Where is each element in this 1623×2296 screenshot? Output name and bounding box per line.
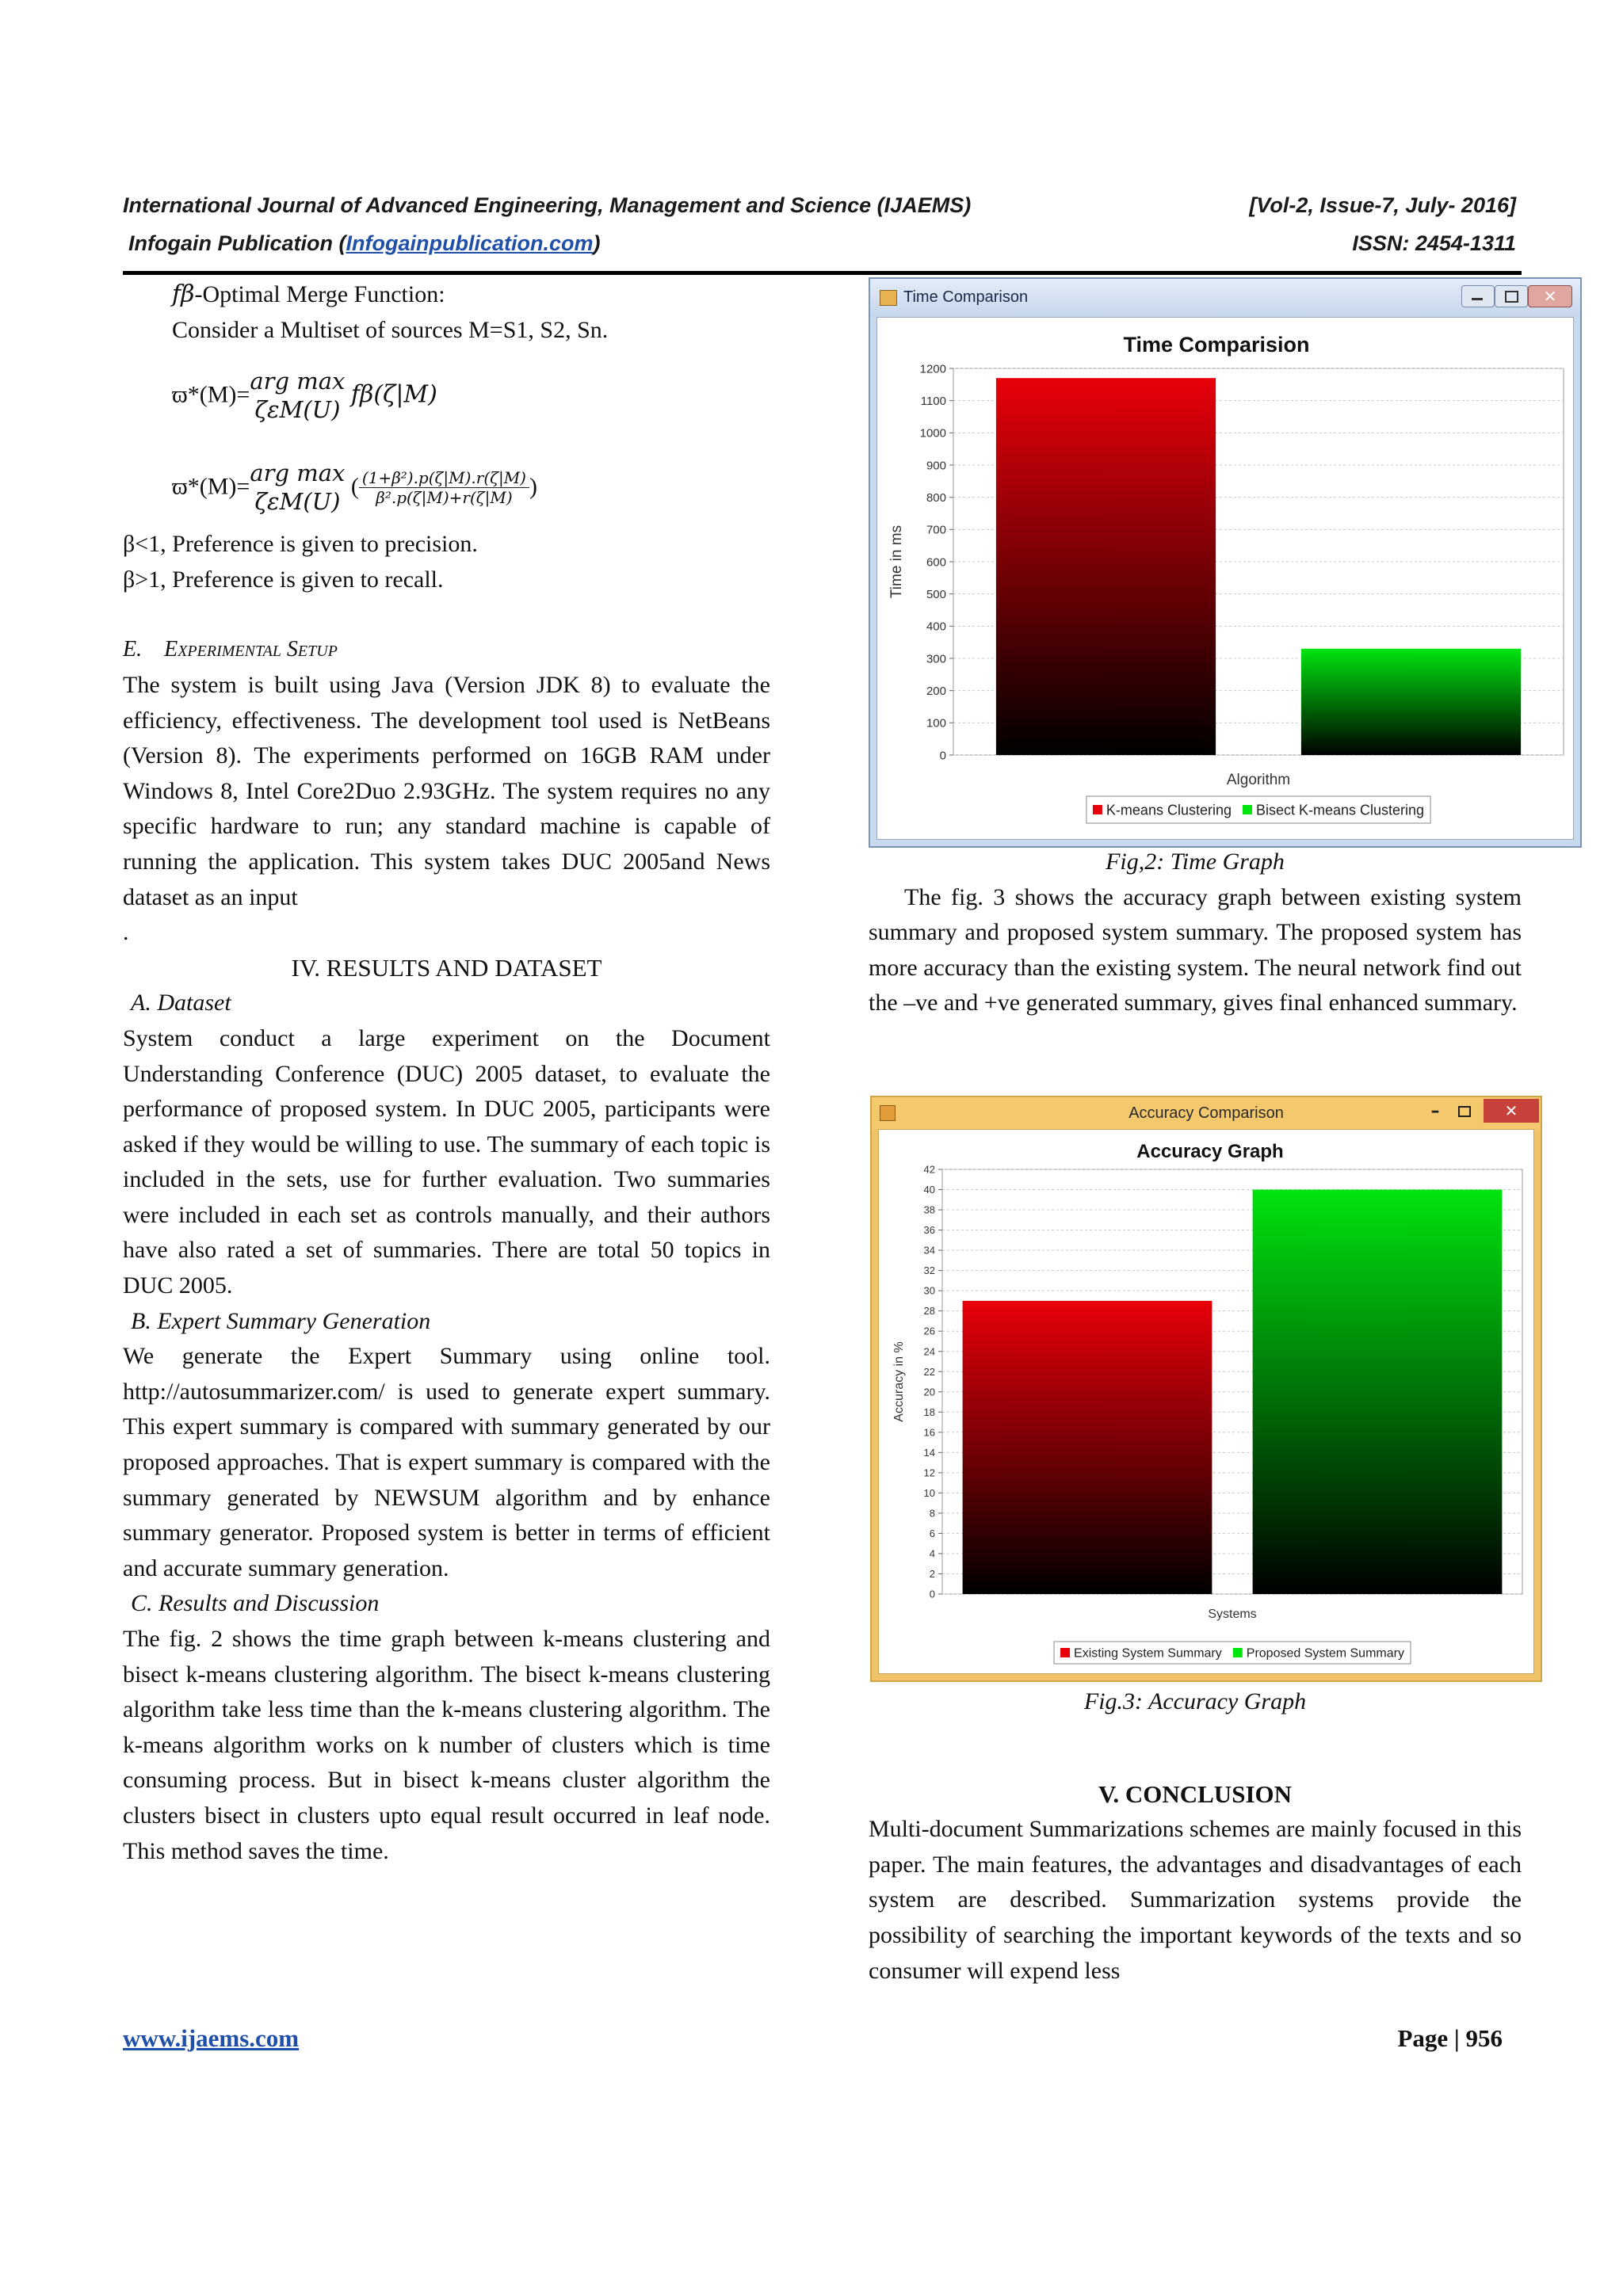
y-tick-label: 22	[923, 1365, 935, 1378]
eq2-bottom: ζεM(U)	[254, 488, 341, 516]
legend-entry: Proposed System Summary	[1246, 1646, 1404, 1661]
eq2-top: arg max	[250, 460, 346, 487]
close-button[interactable]	[1528, 285, 1572, 307]
issn: ISSN: 2454-1311	[1352, 231, 1516, 255]
y-tick-label: 700	[926, 523, 946, 537]
maximize-icon	[1458, 1106, 1471, 1117]
y-tick-label: 34	[923, 1244, 935, 1257]
y-tick-label: 12	[923, 1466, 935, 1479]
eq1-argmax	[250, 367, 345, 424]
right-column-top	[869, 845, 1522, 1021]
minimize-icon: –	[1430, 1101, 1440, 1121]
y-tick-label: 32	[923, 1264, 935, 1277]
y-tick-label: 10	[923, 1486, 935, 1499]
legend-swatch	[1060, 1648, 1070, 1657]
y-tick-label: 8	[929, 1507, 935, 1520]
legend-entry: Bisect K-means Clustering	[1255, 802, 1425, 818]
y-tick-label: 26	[923, 1325, 935, 1337]
equation-1	[123, 367, 770, 437]
y-tick-label: 1100	[920, 394, 946, 408]
bar	[1253, 1190, 1503, 1594]
y-tick-label: 36	[923, 1224, 935, 1237]
eq1-rhs: fβ(ζ|M)	[350, 380, 437, 409]
beta-greater-line: β>1, Preference is given to recall.	[123, 566, 444, 593]
eq2-lhs: ϖ*(M)=	[172, 473, 250, 500]
journal-title: International Journal of Advanced Engineering, Management and Science (IJAEMS)	[123, 193, 972, 217]
y-tick-label: 20	[923, 1386, 935, 1398]
y-tick-label: 24	[923, 1345, 935, 1358]
eq1-lhs: ϖ*(M)=	[172, 381, 250, 408]
y-tick-label: 200	[926, 684, 946, 698]
merge-function-title	[123, 277, 770, 313]
window1-titlebar[interactable]	[870, 279, 1580, 317]
y-tick-label: 0	[929, 1588, 935, 1600]
publisher-link[interactable]: Infogainpublication.com	[346, 231, 594, 255]
section-iv-heading: IV. RESULTS AND DATASET	[291, 953, 602, 982]
bar	[996, 378, 1216, 755]
y-tick-label: 400	[926, 620, 946, 634]
subsection-b-heading: B. Expert Summary Generation	[131, 1307, 431, 1334]
legend	[1086, 796, 1430, 823]
section-e-heading	[123, 632, 770, 668]
bar	[963, 1301, 1212, 1594]
y-tick-label: 30	[923, 1284, 935, 1297]
y-tick-label: 800	[926, 490, 946, 505]
chart1-panel	[876, 317, 1574, 840]
publisher	[128, 231, 600, 256]
chart2-panel	[878, 1129, 1534, 1674]
y-tick-label: 42	[923, 1163, 935, 1176]
legend-swatch	[1233, 1648, 1243, 1657]
y-tick-label: 300	[926, 652, 946, 666]
expert-paragraph: We generate the Expert Summary using online tool. http://autosummarizer.com/ is used to generate expert summary. This expert summary is compared with summary generated by our proposed approaches. That is expert summary is compared with the summary generated by NEWSUM algorithm and by enhance summary generator. Proposed system is better in terms of efficient and accurate summary generation.	[123, 1343, 770, 1581]
y-tick-label: 16	[923, 1426, 935, 1439]
chart-title: Time Comparision	[1123, 333, 1310, 357]
setup-paragraph: The system is built using Java (Version JDK 8) to evaluate the efficiency, effectiveness. The development tool used is NetBeans (Version 8). The experiments performed on 16GB RAM under Windows 8, Intel Core2Duo 2.93GHz. The system requires no any specific hardware to run; any standard machine is capable of running the application. This system takes DUC 2005and News dataset as an input	[123, 671, 770, 910]
dataset-paragraph: System conduct a large experiment on the Document Understanding Conference (DUC) 2005 dataset, to evaluate the performance of proposed system. In DUC 2005, participants were asked if they would be willing to use. The summary of each topic is included in the sets, use for further evaluation. Two summaries were included in each set as controls manually, and their authors have also rated a set of summaries. There are total 50 topics in DUC 2005.	[123, 1024, 770, 1299]
minimize-button[interactable]	[1423, 1102, 1447, 1121]
time-comparison-chart	[877, 318, 1575, 837]
minimize-icon	[1472, 298, 1483, 300]
publisher-suffix: )	[593, 231, 601, 255]
x-axis-label: Algorithm	[1226, 772, 1291, 788]
accuracy-graph-chart	[879, 1130, 1535, 1675]
y-tick-label: 14	[923, 1446, 935, 1459]
chart-title: Accuracy Graph	[1136, 1141, 1284, 1162]
legend	[1054, 1642, 1411, 1664]
y-tick-label: 1200	[919, 362, 946, 376]
eq2-argmax	[250, 459, 345, 516]
equation-2: ϖ*(M)= arg max ζεM(U) ( $\frac{\text{(1+β²).p(ζ|M).r(ζ|M)}}{\text{β².p(ζ|M)+r(ζ|M)}}$ )	[172, 460, 537, 516]
right-column-bottom	[869, 1684, 1522, 1989]
results-paragraph: The fig. 2 shows the time graph between k-means clustering and bisect k-means clustering algorithm. The bisect k-means clustering algorithm take less time than the k-means clustering algorithm. The k-means algorithm works on k number of clusters which is time consuming process. But in bisect k-means cluster algorithm the clusters bisect in clusters upto equal result occurred in leaf node. This method saves the time.	[123, 1626, 770, 1864]
conclusion-paragraph: Multi-document Summarizations schemes are mainly focused in this paper. The main features, the advantages and disadvantages of each system are described. Summarization systems provide the possibility of searching the important keywords of the texts and so consumer will expend less	[869, 1816, 1522, 1984]
window2-title: Accuracy Comparison	[1128, 1104, 1284, 1122]
y-tick-label: 4	[929, 1547, 935, 1560]
eq1-top: arg max	[250, 368, 346, 395]
publisher-prefix: Infogain Publication (	[128, 231, 346, 255]
bar	[1301, 649, 1521, 755]
section-e-title: Experimental Setup	[164, 637, 338, 662]
maximize-icon	[1505, 291, 1518, 303]
y-tick-label: 38	[923, 1203, 935, 1216]
close-icon: ✕	[1504, 1101, 1518, 1120]
close-button[interactable]	[1484, 1099, 1539, 1123]
stray-dot: .	[123, 919, 129, 946]
merge-title-text: -Optimal Merge Function:	[194, 281, 445, 307]
eq2-fraction	[359, 468, 529, 507]
fig3-caption: Fig.3: Accuracy Graph	[1083, 1688, 1307, 1714]
multiset-line: Consider a Multiset of sources M=S1, S2, Sn.	[172, 316, 609, 343]
legend-swatch	[1243, 805, 1252, 814]
eq2-denominator: β².p(ζ|M)+r(ζ|M)	[376, 487, 513, 507]
f-beta-symbol: fβ	[172, 280, 195, 308]
y-axis-label: Time in ms	[888, 524, 905, 599]
page-number: Page | 956	[1397, 2024, 1503, 2052]
y-tick-label: 100	[926, 716, 946, 730]
java-app-icon	[880, 290, 897, 306]
time-comparison-window	[869, 277, 1582, 848]
x-axis-label: Systems	[1208, 1608, 1257, 1621]
legend-entry: Existing System Summary	[1074, 1646, 1222, 1661]
y-tick-label: 1000	[919, 426, 946, 441]
eq1-bottom: ζεM(U)	[254, 396, 341, 424]
y-tick-label: 500	[926, 587, 946, 601]
y-tick-label: 900	[926, 459, 946, 473]
header-rule	[123, 271, 1522, 275]
y-tick-label: 2	[929, 1568, 935, 1581]
y-tick-label: 40	[923, 1184, 935, 1196]
subsection-a-heading: A. Dataset	[131, 990, 231, 1016]
maximize-button[interactable]	[1452, 1102, 1476, 1121]
beta-less-line: β<1, Preference is given to precision.	[123, 531, 478, 558]
volume-info: [Vol-2, Issue-7, July- 2016]	[1249, 193, 1516, 217]
maximize-button[interactable]	[1495, 285, 1528, 307]
window2-titlebar[interactable]	[872, 1097, 1541, 1129]
accuracy-comparison-window	[870, 1096, 1542, 1682]
footer-site-link[interactable]: www.ijaems.com	[123, 2024, 300, 2052]
minimize-button[interactable]	[1461, 285, 1495, 307]
y-tick-label: 18	[923, 1405, 935, 1418]
left-column	[123, 277, 770, 1869]
close-icon: ✕	[1543, 287, 1557, 306]
conclusion-heading: V. CONCLUSION	[1098, 1779, 1293, 1808]
subsection-c-heading: C. Results and Discussion	[131, 1590, 380, 1617]
eq2-numerator: (1+β²).p(ζ|M).r(ζ|M)	[359, 468, 529, 488]
y-tick-label: 6	[929, 1527, 935, 1539]
section-e-label: E.	[123, 637, 143, 662]
y-axis-label: Accuracy in %	[892, 1341, 906, 1422]
fig3-paragraph: The fig. 3 shows the accuracy graph between existing system summary and proposed system summary. The proposed system has more accuracy than the existing system. The neural network find out the –ve and +ve generated summary, gives final enhanced summary.	[869, 883, 1522, 1016]
y-tick-label: 28	[923, 1305, 935, 1318]
legend-swatch	[1093, 805, 1102, 814]
window1-title: Time Comparison	[903, 288, 1029, 306]
legend-entry: K-means Clustering	[1106, 802, 1232, 818]
y-tick-label: 600	[926, 555, 946, 570]
fig2-caption: Fig,2: Time Graph	[1106, 849, 1285, 875]
y-tick-label: 0	[939, 749, 946, 763]
